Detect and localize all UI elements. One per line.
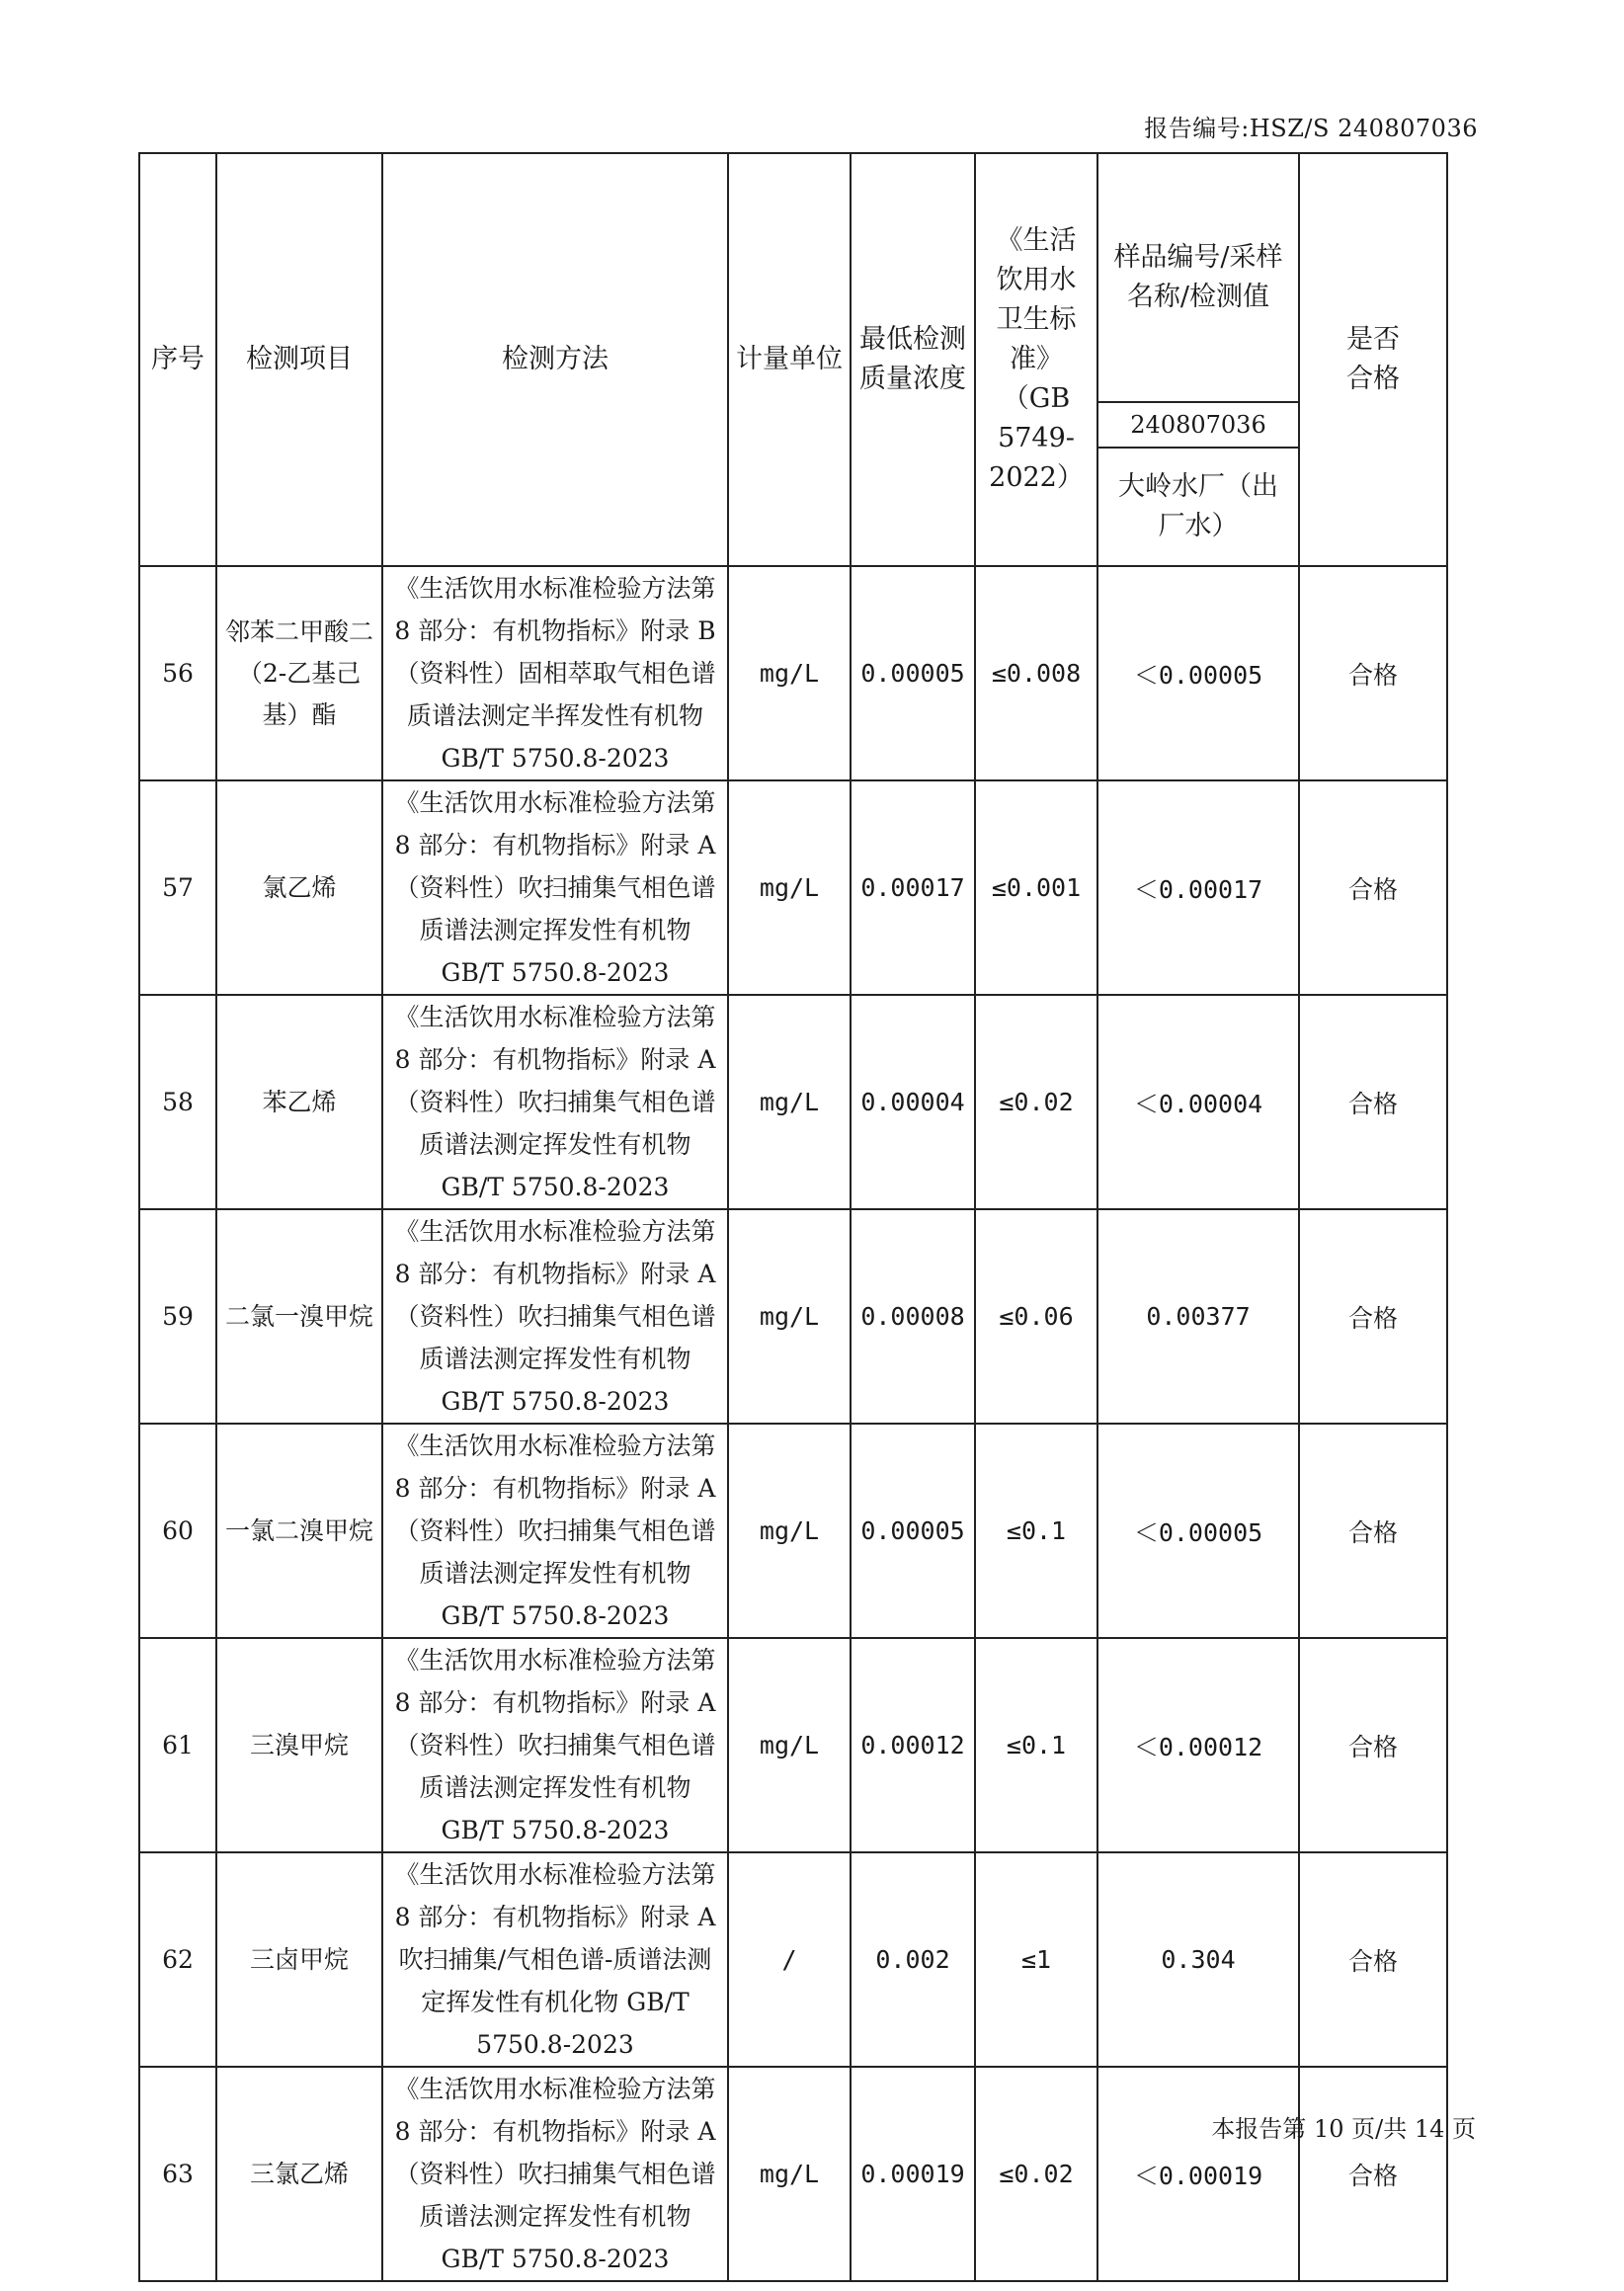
row-verdict: 合格 [1299,1424,1447,1638]
row-unit: / [728,1852,851,2067]
table-row [139,780,1447,995]
table-row [139,1638,1447,1852]
row-unit: mg/L [728,780,851,995]
row-method: 《生活饮用水标准检验方法第 8 部分：有机物指标》附录 A 吹扫捕集/气相色谱-质谱法测定挥发性有机化物 GB/T 5750.8-2023 [382,1852,728,2067]
test-results-table [138,152,1448,2282]
header-sample-group: 样品编号/采样名称/检测值 [1097,153,1299,402]
header-seq: 序号 [139,153,216,566]
row-verdict: 合格 [1299,2067,1447,2281]
row-value: ＜0.00004 [1097,995,1299,1209]
row-verdict: 合格 [1299,1209,1447,1424]
row-method: 《生活饮用水标准检验方法第 8 部分：有机物指标》附录 A（资料性）吹扫捕集气相色谱质谱法测定挥发性有机物 GB/T 5750.8-2023 [382,1209,728,1424]
row-value: ＜0.00019 [1097,2067,1299,2281]
row-min-conc: 0.00008 [851,1209,975,1424]
row-unit: mg/L [728,995,851,1209]
row-value: ＜0.00012 [1097,1638,1299,1852]
row-seq: 62 [139,1852,216,2067]
row-seq: 59 [139,1209,216,1424]
row-limit: ≤0.02 [975,2067,1097,2281]
table-row [139,995,1447,1209]
row-method: 《生活饮用水标准检验方法第 8 部分：有机物指标》附录 A（资料性）吹扫捕集气相色谱质谱法测定挥发性有机物 GB/T 5750.8-2023 [382,1638,728,1852]
row-limit: ≤0.1 [975,1424,1097,1638]
row-value: ＜0.00005 [1097,1424,1299,1638]
row-limit: ≤0.008 [975,566,1097,780]
header-item: 检测项目 [216,153,382,566]
row-seq: 63 [139,2067,216,2281]
header-standard: 《生活饮用水卫生标准》（GB 5749-2022） [975,153,1097,566]
row-min-conc: 0.002 [851,1852,975,2067]
row-method: 《生活饮用水标准检验方法第 8 部分：有机物指标》附录 B（资料性）固相萃取气相色谱质谱法测定半挥发性有机物 GB/T 5750.8-2023 [382,566,728,780]
row-verdict: 合格 [1299,995,1447,1209]
row-seq: 58 [139,995,216,1209]
row-method: 《生活饮用水标准检验方法第 8 部分：有机物指标》附录 A（资料性）吹扫捕集气相色谱质谱法测定挥发性有机物 GB/T 5750.8-2023 [382,780,728,995]
row-unit: mg/L [728,1424,851,1638]
row-unit: mg/L [728,1209,851,1424]
table-row [139,2067,1447,2281]
report-number: 报告编号:HSZ/S 240807036 [1144,115,1478,142]
row-item: 氯乙烯 [216,780,382,995]
table-row [139,566,1447,780]
row-item: 邻苯二甲酸二（2-乙基己基）酯 [216,566,382,780]
row-value: ＜0.00005 [1097,566,1299,780]
row-min-conc: 0.00012 [851,1638,975,1852]
row-verdict: 合格 [1299,1638,1447,1852]
row-min-conc: 0.00004 [851,995,975,1209]
row-seq: 56 [139,566,216,780]
row-item: 一氯二溴甲烷 [216,1424,382,1638]
row-unit: mg/L [728,566,851,780]
row-unit: mg/L [728,2067,851,2281]
table-body [139,566,1447,2281]
row-value: 0.00377 [1097,1209,1299,1424]
row-seq: 60 [139,1424,216,1638]
table-row [139,1209,1447,1424]
row-unit: mg/L [728,1638,851,1852]
row-min-conc: 0.00005 [851,566,975,780]
table-row [139,1852,1447,2067]
row-verdict: 合格 [1299,566,1447,780]
header-verdict: 是否合格 [1299,153,1447,566]
row-seq: 61 [139,1638,216,1852]
row-min-conc: 0.00019 [851,2067,975,2281]
header-sample-name: 大岭水厂（出厂水） [1097,448,1299,566]
row-method: 《生活饮用水标准检验方法第 8 部分：有机物指标》附录 A（资料性）吹扫捕集气相色谱质谱法测定挥发性有机物 GB/T 5750.8-2023 [382,995,728,1209]
row-item: 三卤甲烷 [216,1852,382,2067]
row-limit: ≤0.1 [975,1638,1097,1852]
row-method: 《生活饮用水标准检验方法第 8 部分：有机物指标》附录 A（资料性）吹扫捕集气相色谱质谱法测定挥发性有机物 GB/T 5750.8-2023 [382,2067,728,2281]
row-item: 二氯一溴甲烷 [216,1209,382,1424]
page-footer: 本报告第 10 页/共 14 页 [1211,2115,1476,2143]
header-sample-no: 240807036 [1097,402,1299,448]
row-verdict: 合格 [1299,1852,1447,2067]
header-min-conc: 最低检测质量浓度 [851,153,975,566]
row-value: ＜0.00017 [1097,780,1299,995]
row-limit: ≤0.02 [975,995,1097,1209]
row-verdict: 合格 [1299,780,1447,995]
row-item: 三氯乙烯 [216,2067,382,2281]
row-min-conc: 0.00017 [851,780,975,995]
row-limit: ≤1 [975,1852,1097,2067]
row-min-conc: 0.00005 [851,1424,975,1638]
row-item: 三溴甲烷 [216,1638,382,1852]
row-value: 0.304 [1097,1852,1299,2067]
row-item: 苯乙烯 [216,995,382,1209]
row-method: 《生活饮用水标准检验方法第 8 部分：有机物指标》附录 A（资料性）吹扫捕集气相色谱质谱法测定挥发性有机物 GB/T 5750.8-2023 [382,1424,728,1638]
header-method: 检测方法 [382,153,728,566]
table-row [139,1424,1447,1638]
row-seq: 57 [139,780,216,995]
row-limit: ≤0.001 [975,780,1097,995]
row-limit: ≤0.06 [975,1209,1097,1424]
header-unit: 计量单位 [728,153,851,566]
